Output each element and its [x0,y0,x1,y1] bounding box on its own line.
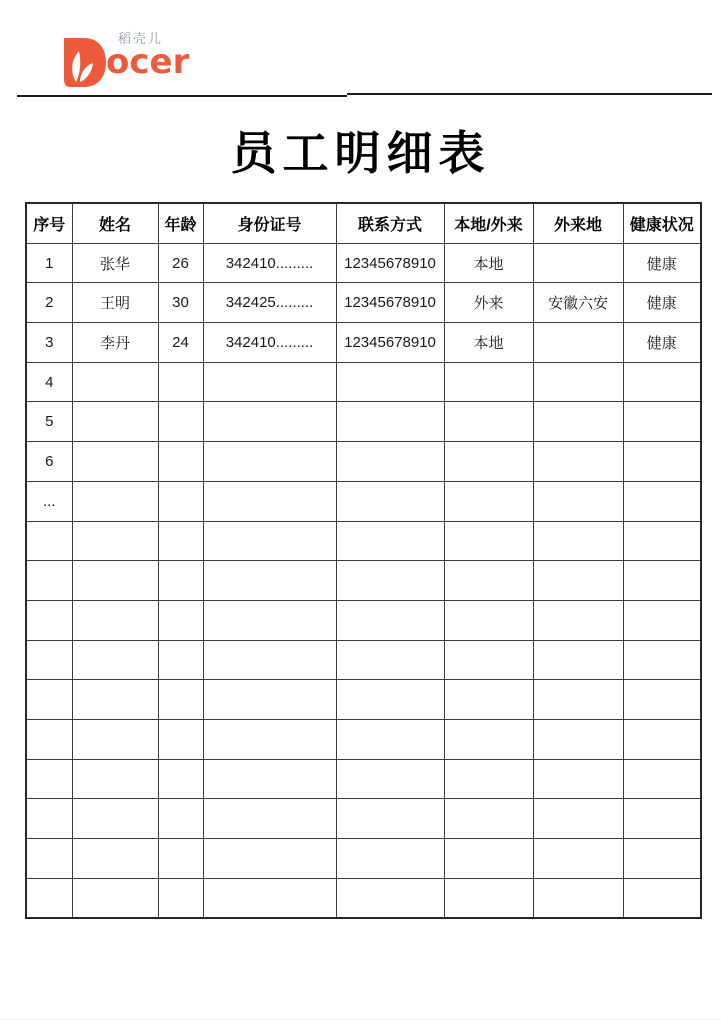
table-cell [444,442,533,482]
table-cell [26,521,72,561]
column-header: 外来地 [533,203,623,243]
employee-table [25,202,702,919]
table-cell [203,878,336,918]
table-cell [444,839,533,879]
table-cell [203,481,336,521]
table-cell: 健康 [623,243,701,283]
table-row [26,283,701,323]
table-cell [26,600,72,640]
column-header: 年龄 [158,203,203,243]
docer-logo [60,28,260,88]
table-cell: 本地 [444,323,533,363]
table-cell [533,323,623,363]
table-cell [623,680,701,720]
table-cell [623,640,701,680]
table-cell [26,839,72,879]
table-row [26,402,701,442]
table-body [26,243,701,918]
table-cell [533,839,623,879]
table-cell: 张华 [72,243,158,283]
table-header-row [26,203,701,243]
table-cell [336,640,444,680]
table-cell [158,640,203,680]
table-cell [203,442,336,482]
table-cell: 本地 [444,243,533,283]
table-cell [336,719,444,759]
table-cell: 30 [158,283,203,323]
table-cell [623,600,701,640]
table-cell [444,680,533,720]
table-cell [203,680,336,720]
table-cell [26,878,72,918]
table-row [26,719,701,759]
table-cell [203,561,336,601]
table-row [26,243,701,283]
table-cell [444,719,533,759]
table-cell [336,402,444,442]
table-row [26,600,701,640]
table-cell [26,759,72,799]
table-cell [72,362,158,402]
table-cell [533,521,623,561]
table-cell [623,402,701,442]
table-cell [336,799,444,839]
table-cell [203,362,336,402]
table-cell [623,362,701,402]
table-cell [623,799,701,839]
header-rule-right [347,93,712,95]
table-cell [444,521,533,561]
table-cell [533,799,623,839]
column-header: 序号 [26,203,72,243]
table-cell [533,442,623,482]
table-cell [72,402,158,442]
table-cell [203,719,336,759]
table-row [26,561,701,601]
column-header: 姓名 [72,203,158,243]
table-cell [158,839,203,879]
table-cell [336,759,444,799]
table-cell [72,839,158,879]
table-cell [444,878,533,918]
table-cell [623,561,701,601]
table-row [26,839,701,879]
table-cell [444,362,533,402]
table-cell [158,481,203,521]
table-row [26,878,701,918]
table-cell [203,402,336,442]
table-cell [623,759,701,799]
table-cell [336,680,444,720]
table-cell: 外来 [444,283,533,323]
table-cell [158,362,203,402]
table-cell: 6 [26,442,72,482]
table-cell: 26 [158,243,203,283]
table-cell [158,799,203,839]
table-row [26,362,701,402]
table-cell: 342410......... [203,243,336,283]
table-cell [72,442,158,482]
table-cell: 12345678910 [336,323,444,363]
table-cell [336,521,444,561]
table-cell [158,442,203,482]
table-cell [336,362,444,402]
table-cell: 王明 [72,283,158,323]
table-cell [444,561,533,601]
table-cell [623,839,701,879]
column-header: 身份证号 [203,203,336,243]
table-cell [26,561,72,601]
table-cell [158,878,203,918]
table-cell [533,640,623,680]
table-cell [336,442,444,482]
table-cell [26,799,72,839]
table-cell [336,839,444,879]
table-cell [72,481,158,521]
table-cell [203,640,336,680]
table-cell [72,799,158,839]
table-cell [336,561,444,601]
table-cell [72,561,158,601]
table-cell [203,759,336,799]
table-cell [533,561,623,601]
table-row [26,481,701,521]
page-title: 员工明细表 [230,128,491,179]
table-cell [533,600,623,640]
table-cell [72,521,158,561]
table-cell [623,719,701,759]
table-cell [203,600,336,640]
table-cell [444,640,533,680]
table-cell: 12345678910 [336,243,444,283]
table-cell [72,719,158,759]
table-cell [533,878,623,918]
table-row [26,799,701,839]
column-header: 联系方式 [336,203,444,243]
table-cell [623,442,701,482]
table-cell [336,600,444,640]
table-cell [26,640,72,680]
table-cell [533,680,623,720]
table-cell: 5 [26,402,72,442]
table-cell: 健康 [623,323,701,363]
table-cell [533,362,623,402]
table-cell [623,878,701,918]
table-cell: 3 [26,323,72,363]
table-cell [444,759,533,799]
leaf-badge-icon [60,38,106,87]
table-cell [533,759,623,799]
table-cell [533,243,623,283]
header-rule-left [17,95,347,97]
table-row [26,640,701,680]
table-cell [158,561,203,601]
table-cell [72,759,158,799]
table-cell: 342410......... [203,323,336,363]
table-cell [623,481,701,521]
table-row [26,323,701,363]
table-cell [623,521,701,561]
table-cell [158,719,203,759]
table-cell [26,680,72,720]
table-cell [72,680,158,720]
table-cell [158,759,203,799]
table-cell: ... [26,481,72,521]
table-row [26,680,701,720]
table-cell: 1 [26,243,72,283]
table-cell [533,481,623,521]
table-cell: 安徽六安 [533,283,623,323]
column-header: 本地/外来 [444,203,533,243]
logo-tagline: 稻壳儿 [118,31,164,46]
table-cell [203,521,336,561]
column-header: 健康状况 [623,203,701,243]
logo-wordmark: ocer [106,42,190,82]
table-cell: 4 [26,362,72,402]
table-cell [533,719,623,759]
table-cell [336,878,444,918]
table-cell [444,799,533,839]
table-cell [158,402,203,442]
table-cell [158,521,203,561]
table-cell [444,481,533,521]
table-cell [72,878,158,918]
table-row [26,521,701,561]
table-cell [158,680,203,720]
table-cell [26,719,72,759]
table-cell: 342425......... [203,283,336,323]
table-cell [444,600,533,640]
table-cell: 2 [26,283,72,323]
table-row [26,759,701,799]
table-cell [72,640,158,680]
table-cell: 健康 [623,283,701,323]
table-cell [336,481,444,521]
table-cell: 李丹 [72,323,158,363]
table-cell [72,600,158,640]
table-cell [533,402,623,442]
table-cell [444,402,533,442]
table-cell [158,600,203,640]
table-cell: 24 [158,323,203,363]
table-cell [203,839,336,879]
table-cell [203,799,336,839]
table-cell: 12345678910 [336,283,444,323]
table-row [26,442,701,482]
